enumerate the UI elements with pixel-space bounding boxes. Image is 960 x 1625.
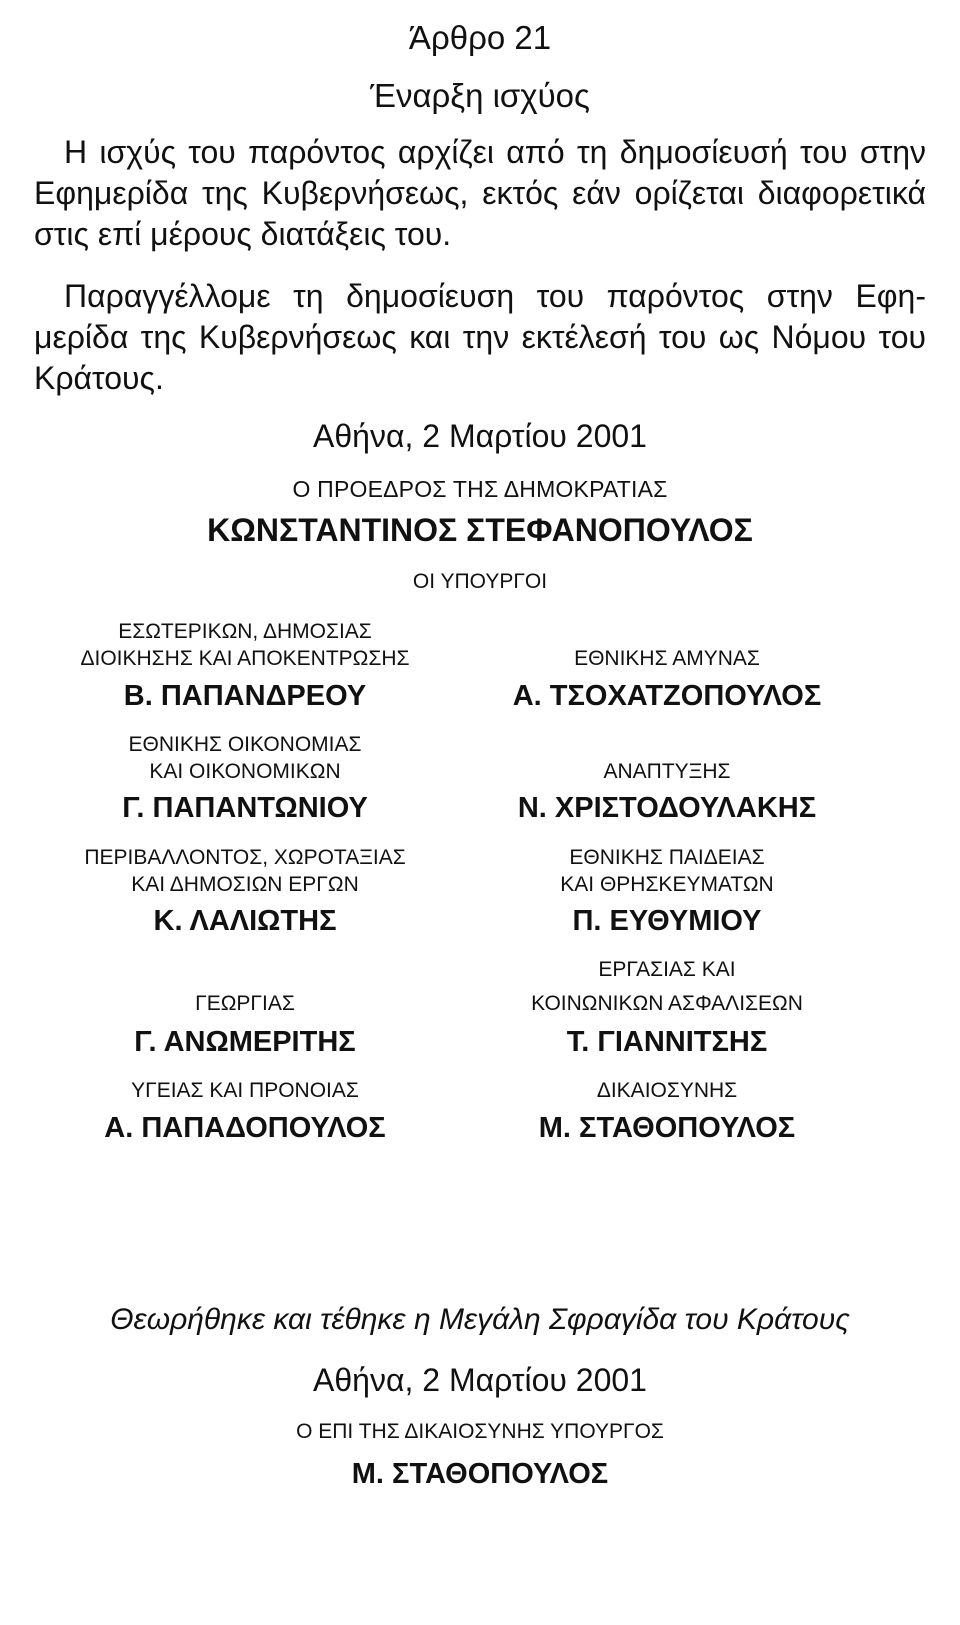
minister-name: Γ. ΠΑΠΑΝΤΩΝΙΟΥ [122,792,368,824]
ministry-line: ΚΟΙΝΩΝΙΚΩΝ ΑΣΦΑΛΙΣΕΩΝ [531,992,803,1015]
ministry-line: ΕΘΝΙΚΗΣ ΑΜΥΝΑΣ [574,647,760,670]
ministry-line: ΚΑΙ ΘΡΗΣΚΕΥΜΑΤΩΝ [560,873,774,896]
minister-name: Τ. ΓΙΑΝΝΙΤΣΗΣ [566,1026,768,1058]
paragraph-publication-order: Παραγγέλλομε τη δημοσίευση του παρόντος στην Εφημερίδα της Κυβερνήσεως και την εκτέλεσή του ως Νόμου του Κράτους. [34,278,926,396]
seal-date: Αθήνα, 2 Μαρτίου 2001 [313,1362,647,1398]
ministry-line: ΔΙΟΙΚΗΣΗΣ ΚΑΙ ΑΠΟΚΕΝΤΡΩΣΗΣ [80,647,410,670]
ministry-line: ΕΘΝΙΚΗΣ ΠΑΙΔΕΙΑΣ [569,846,765,869]
minister-name: Α. ΤΣΟΧΑΤΖΟΠΟΥΛΟΣ [512,680,822,712]
ministers-label: ΟΙ ΥΠΟΥΡΓΟΙ [412,570,548,593]
president-name: ΚΩΝΣΤΑΝΤΙΝΟΣ ΣΤΕΦΑΝΟΠΟΥΛΟΣ [207,512,753,548]
ministry-line: ΕΘΝΙΚΗΣ ΟΙΚΟΝΟΜΙΑΣ [128,733,362,756]
minister-name: Κ. ΛΑΛΙΩΤΗΣ [153,905,337,937]
minister-name: Α. ΠΑΠΑΔΟΠΟΥΛΟΣ [104,1112,386,1144]
minister-name: Μ. ΣΤΑΘΟΠΟΥΛΟΣ [538,1112,796,1144]
ministry-line: ΠΕΡΙΒΑΛΛΟΝΤΟΣ, ΧΩΡΟΤΑΞΙΑΣ [84,846,406,869]
ministry-line: ΕΣΩΤΕΡΙΚΩΝ, ΔΗΜΟΣΙΑΣ [118,620,372,643]
ministry-line: ΕΡΓΑΣΙΑΣ ΚΑΙ [598,958,736,981]
ministry-line: ΔΙΚΑΙΟΣΥΝΗΣ [596,1079,738,1102]
minister-name: Ν. ΧΡΙΣΤΟΔΟΥΛΑΚΗΣ [517,792,817,824]
article-title: Άρθρο 21 [408,19,552,56]
article-subtitle: Έναρξη ισχύος [370,77,590,114]
signing-date: Αθήνα, 2 Μαρτίου 2001 [313,418,647,454]
minister-name: Π. ΕΥΘΥΜΙΟΥ [572,905,762,937]
ministry-line: ΥΓΕΙΑΣ ΚΑΙ ΠΡΟΝΟΙΑΣ [131,1079,359,1102]
justice-minister-name: Μ. ΣΤΑΘΟΠΟΥΛΟΣ [351,1458,609,1490]
great-seal-statement: Θεωρήθηκε και τέθηκε η Μεγάλη Σφραγίδα του Κράτους [110,1303,850,1336]
justice-minister-title: Ο ΕΠΙ ΤΗΣ ΔΙΚΑΙΟΣΥΝΗΣ ΥΠΟΥΡΓΟΣ [296,1420,664,1443]
ministry-line: ΚΑΙ ΟΙΚΟΝΟΜΙΚΩΝ [149,760,341,783]
president-title: Ο ΠΡΟΕΔΡΟΣ ΤΗΣ ΔΗΜΟΚΡΑΤΙΑΣ [292,476,668,502]
minister-name: Γ. ΑΝΩΜΕΡΙΤΗΣ [134,1026,356,1058]
ministry-line: ΓΕΩΡΓΙΑΣ [195,992,295,1015]
ministry-line: ΑΝΑΠΤΥΞΗΣ [603,760,731,783]
minister-name: Β. ΠΑΠΑΝΔΡΕΟΥ [123,680,367,712]
ministry-line: ΚΑΙ ΔΗΜΟΣΙΩΝ ΕΡΓΩΝ [131,873,359,896]
paragraph-entry-into-force: Η ισχύς του παρόντος αρχίζει από τη δημοσίευσή του στην Εφημερίδα της Κυβερνήσεως, εκτός εάν ορίζεται διαφορετικά στις επί μέρους διατάξεις του. [34,134,926,252]
